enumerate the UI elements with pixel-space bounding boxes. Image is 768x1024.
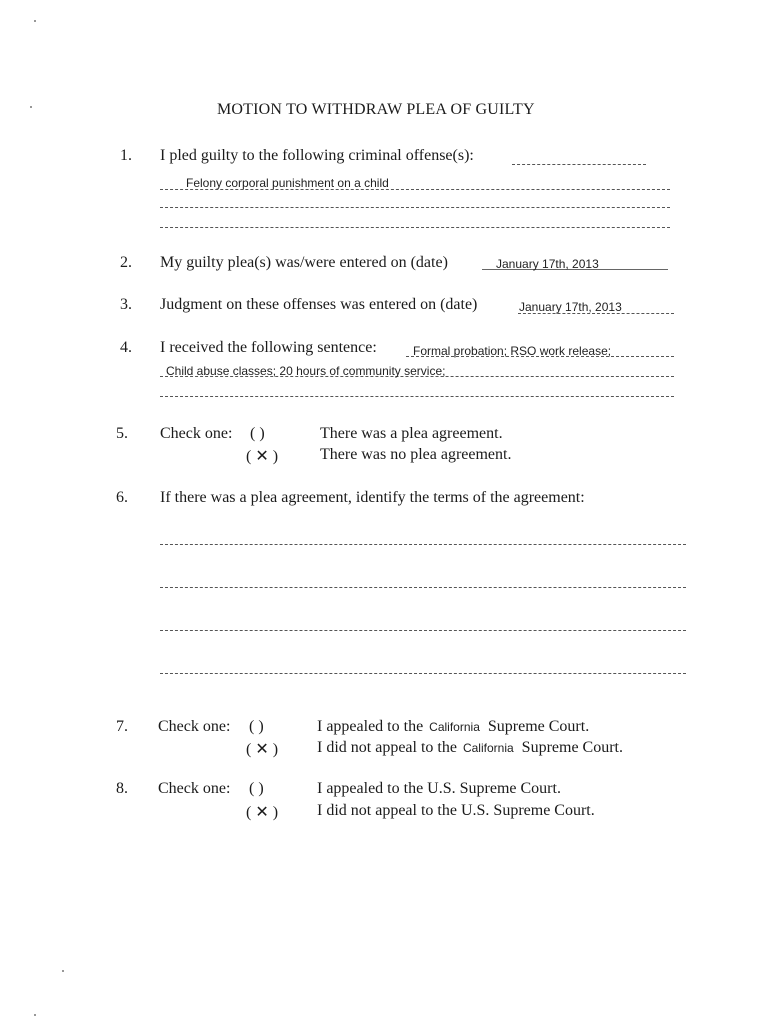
item-7-option-1-state: California [429,720,480,734]
item-number-2: 2. [120,254,132,271]
item-8-option-1-checkbox[interactable]: ( ) [249,780,264,797]
item-4-answer-line1: Formal probation; RSO work release; [413,344,612,358]
item-7-option-1-pre: I appealed to the [317,718,424,735]
paren-open: ( [246,741,252,758]
item-4-prompt: I received the following sentence: [160,339,377,356]
item-1-prompt: I pled guilty to the following criminal offense(s): [160,147,474,164]
item-7-option-2-state: California [462,741,514,755]
item-6-line-2 [160,587,686,588]
item-7-option-1-post: Supreme Court. [487,718,590,735]
item-6-line-4 [160,673,686,674]
item-6-line-1 [160,544,686,545]
scan-speck [34,20,36,22]
item-3-answer: January 17th, 2013 [519,300,622,314]
x-mark-icon: ✕ [255,446,269,465]
item-7-check-label: Check one: [158,718,231,735]
item-4-line-3 [160,396,674,397]
item-7-option-2-checkbox[interactable] [246,739,278,759]
item-7-option-2-text [317,739,623,757]
item-number-8: 8. [116,780,128,797]
item-6-line-3 [160,630,686,631]
item-7-option-1-text [317,718,589,736]
item-1-line-1 [160,189,670,190]
scan-speck [62,970,64,972]
item-5-option-2-checkbox[interactable] [246,446,278,466]
item-5-option-2-text: There was no plea agreement. [320,446,512,463]
item-5-option-1-text: There was a plea agreement. [320,425,503,442]
item-8-option-2-text: I did not appeal to the U.S. Supreme Court. [317,802,595,819]
item-4-answer-line2: Child abuse classes; 20 hours of community service; [166,364,446,378]
page-title: MOTION TO WITHDRAW PLEA OF GUILTY [217,101,535,118]
item-number-5: 5. [116,425,128,442]
paren-close: ) [272,741,279,758]
item-6-prompt: If there was a plea agreement, identify the terms of the agreement: [160,489,585,506]
item-number-4: 4. [120,339,132,356]
item-7-option-1-checkbox[interactable]: ( ) [249,718,264,735]
item-5-check-label: Check one: [160,425,233,442]
item-2-prompt: My guilty plea(s) was/were entered on (date) [160,254,448,271]
scan-speck [30,106,32,108]
item-1-line-2 [160,207,670,208]
item-1-answer: Felony corporal punishment on a child [186,176,389,190]
scan-speck [34,1014,36,1016]
x-mark-icon: ✕ [255,802,269,821]
paren-close: ) [272,804,279,821]
item-1-line-3 [160,227,670,228]
item-1-answer-line [512,164,646,165]
item-number-3: 3. [120,296,132,313]
item-number-7: 7. [116,718,128,735]
x-mark-icon: ✕ [255,739,269,758]
item-7-option-2-post: Supreme Court. [521,739,623,756]
item-number-1: 1. [120,147,132,164]
item-5-option-1-checkbox[interactable]: ( ) [250,425,265,442]
paren-open: ( [246,804,252,821]
item-3-prompt: Judgment on these offenses was entered on (date) [160,296,478,313]
item-number-6: 6. [116,489,128,506]
item-2-answer: January 17th, 2013 [496,257,599,271]
item-8-check-label: Check one: [158,780,231,797]
paren-open: ( [246,448,252,465]
item-8-option-2-checkbox[interactable] [246,802,278,822]
item-8-option-1-text: I appealed to the U.S. Supreme Court. [317,780,561,797]
item-7-option-2-pre: I did not appeal to the [317,739,457,756]
paren-close: ) [272,448,279,465]
